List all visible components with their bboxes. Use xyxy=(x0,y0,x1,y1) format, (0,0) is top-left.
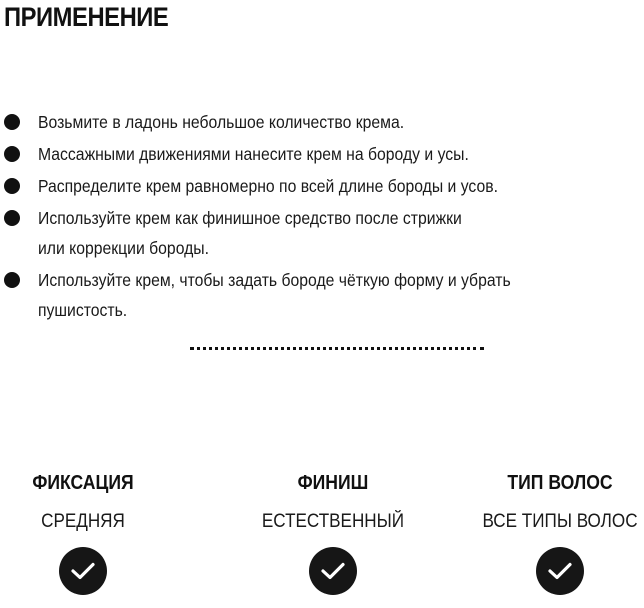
dotted-divider xyxy=(190,347,484,353)
usage-step-text: Возьмите в ладонь небольшое количество крема. xyxy=(38,112,405,132)
feature-value: СРЕДНЯЯ xyxy=(41,511,125,532)
usage-step xyxy=(0,265,644,325)
bullet-icon xyxy=(4,210,20,226)
usage-step xyxy=(0,107,644,137)
feature-value: ЕСТЕСТВЕННЫЙ xyxy=(261,511,405,532)
bullet-icon xyxy=(4,272,20,288)
usage-step-text: Распределите крем равномерно по всей длине бороды и усов. xyxy=(38,176,498,196)
bullet-icon xyxy=(4,146,20,162)
section-title: ПРИМЕНЕНИЕ xyxy=(4,2,169,32)
check-circle-icon xyxy=(309,547,357,595)
feature-hair-type xyxy=(460,468,644,595)
product-features xyxy=(0,468,644,608)
usage-step xyxy=(0,171,644,201)
usage-step xyxy=(0,203,644,263)
feature-hold xyxy=(0,468,183,595)
check-circle-icon xyxy=(59,547,107,595)
checkmark-icon xyxy=(320,561,346,581)
bullet-icon xyxy=(4,114,20,130)
feature-finish xyxy=(233,468,433,595)
check-circle-icon xyxy=(536,547,584,595)
usage-step xyxy=(0,139,644,169)
feature-label: ТИП ВОЛОС xyxy=(507,472,613,494)
usage-step-text: Используйте крем как финишное средство после стрижки или коррекции бороды. xyxy=(38,208,462,258)
checkmark-icon xyxy=(70,561,96,581)
usage-step-text: Массажными движениями нанесите крем на бороду и усы. xyxy=(38,144,469,164)
usage-steps-list xyxy=(0,107,644,325)
bullet-icon xyxy=(4,178,20,194)
feature-value: ВСЕ ТИПЫ ВОЛОС xyxy=(482,511,638,532)
feature-label: ФИНИШ xyxy=(297,472,369,494)
feature-label: ФИКСАЦИЯ xyxy=(32,472,134,494)
checkmark-icon xyxy=(547,561,573,581)
usage-step-text: Используйте крем, чтобы задать бороде чёткую форму и убрать пушистость. xyxy=(38,270,511,320)
